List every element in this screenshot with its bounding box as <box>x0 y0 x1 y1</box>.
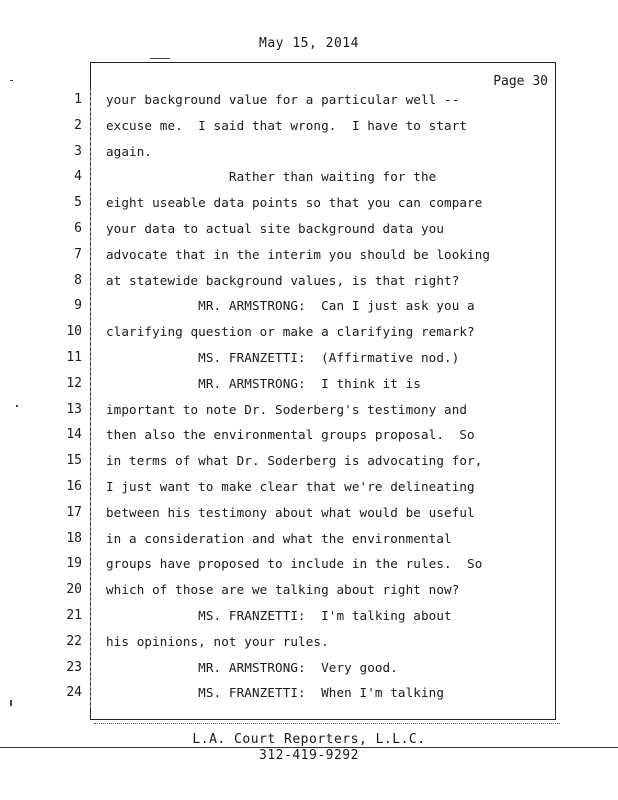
transcript-line <box>0 453 618 479</box>
line-text: MS. FRANZETTI: (Affirmative nod.) <box>106 350 460 365</box>
line-text: MR. ARMSTRONG: I think it is <box>106 375 421 391</box>
line-text: eight useable data points so that you can compare <box>106 195 483 211</box>
transcript-line <box>0 634 618 660</box>
line-number: 9 <box>74 298 82 314</box>
transcript-line <box>0 169 618 195</box>
line-text: important to note Dr. Soderberg's testimony and <box>106 401 468 417</box>
transcript-line <box>0 195 618 221</box>
line-number: 22 <box>66 633 82 649</box>
transcript-line <box>0 402 618 428</box>
line-number: 14 <box>66 427 82 443</box>
line-text: MR. ARMSTRONG: Can I just ask you a <box>106 298 475 314</box>
line-number: 5 <box>74 195 82 211</box>
transcript-line <box>0 531 618 557</box>
line-number: 17 <box>66 504 82 520</box>
transcript-line <box>0 298 618 324</box>
transcript-line <box>0 118 618 144</box>
scan-speck <box>10 80 13 81</box>
transcript-line <box>0 247 618 273</box>
transcript-line <box>0 350 618 376</box>
transcript-line <box>0 608 618 634</box>
line-text: clarifying question or make a clarifying remark? <box>106 324 475 340</box>
footer-phone: 312-419-9292 <box>259 748 359 763</box>
scan-speck <box>16 405 18 407</box>
line-number: 21 <box>66 608 82 623</box>
line-number: 10 <box>66 324 82 340</box>
line-number: 1 <box>74 92 82 107</box>
line-number: 7 <box>74 246 82 262</box>
line-number: 6 <box>74 221 82 236</box>
line-text: advocate that in the interim you should be looking <box>106 246 491 262</box>
line-text: I just want to make clear that we're delineating <box>106 479 475 494</box>
header-date: May 15, 2014 <box>259 36 359 51</box>
line-number: 13 <box>66 401 82 417</box>
transcript-line <box>0 376 618 402</box>
line-number: 15 <box>66 453 82 469</box>
line-text: between his testimony about what would be useful <box>106 504 475 520</box>
line-number: 19 <box>66 556 82 572</box>
transcript-line <box>0 92 618 118</box>
page-number: Page 30 <box>493 74 548 89</box>
line-text: his opinions, not your rules. <box>106 633 329 649</box>
line-text: in a consideration and what the environmental <box>106 530 452 546</box>
line-number: 18 <box>66 530 82 546</box>
transcript-line <box>0 556 618 582</box>
line-number: 2 <box>74 117 82 133</box>
line-number: 8 <box>74 272 82 288</box>
line-number: 23 <box>66 659 82 675</box>
transcript-line <box>0 144 618 170</box>
scan-speck <box>150 58 170 59</box>
footer-company: L.A. Court Reporters, L.L.C. <box>192 732 426 747</box>
transcript-line <box>0 582 618 608</box>
transcript-line <box>0 273 618 299</box>
line-text: MR. ARMSTRONG: Very good. <box>106 659 398 675</box>
line-text: then also the environmental groups proposal. So <box>106 427 475 443</box>
line-number: 12 <box>66 375 82 391</box>
line-text: your background value for a particular well -- <box>106 92 460 107</box>
line-text: which of those are we talking about right now? <box>106 582 460 598</box>
line-text: your data to actual site background data you <box>106 221 445 236</box>
line-text: at statewide background values, is that right? <box>106 272 460 288</box>
scan-speck <box>10 700 12 706</box>
transcript-line <box>0 221 618 247</box>
line-number: 24 <box>66 685 82 701</box>
line-text: groups have proposed to include in the rules. So <box>106 556 483 572</box>
transcript-line <box>0 505 618 531</box>
transcript-line <box>0 685 618 711</box>
line-number: 16 <box>66 479 82 494</box>
transcript-line <box>0 479 618 505</box>
line-text: excuse me. I said that wrong. I have to start <box>106 117 468 133</box>
line-number: 3 <box>74 143 82 159</box>
line-text: in terms of what Dr. Soderberg is advocating for, <box>106 453 483 469</box>
line-number: 4 <box>74 169 82 185</box>
line-text: MS. FRANZETTI: When I'm talking <box>106 685 445 701</box>
line-text: again. <box>106 143 153 159</box>
transcript-line <box>0 324 618 350</box>
line-number: 20 <box>66 582 82 598</box>
line-text: Rather than waiting for the <box>106 169 437 185</box>
line-number: 11 <box>66 350 82 365</box>
transcript-line <box>0 660 618 686</box>
line-text: MS. FRANZETTI: I'm talking about <box>106 608 452 623</box>
transcript-line <box>0 427 618 453</box>
